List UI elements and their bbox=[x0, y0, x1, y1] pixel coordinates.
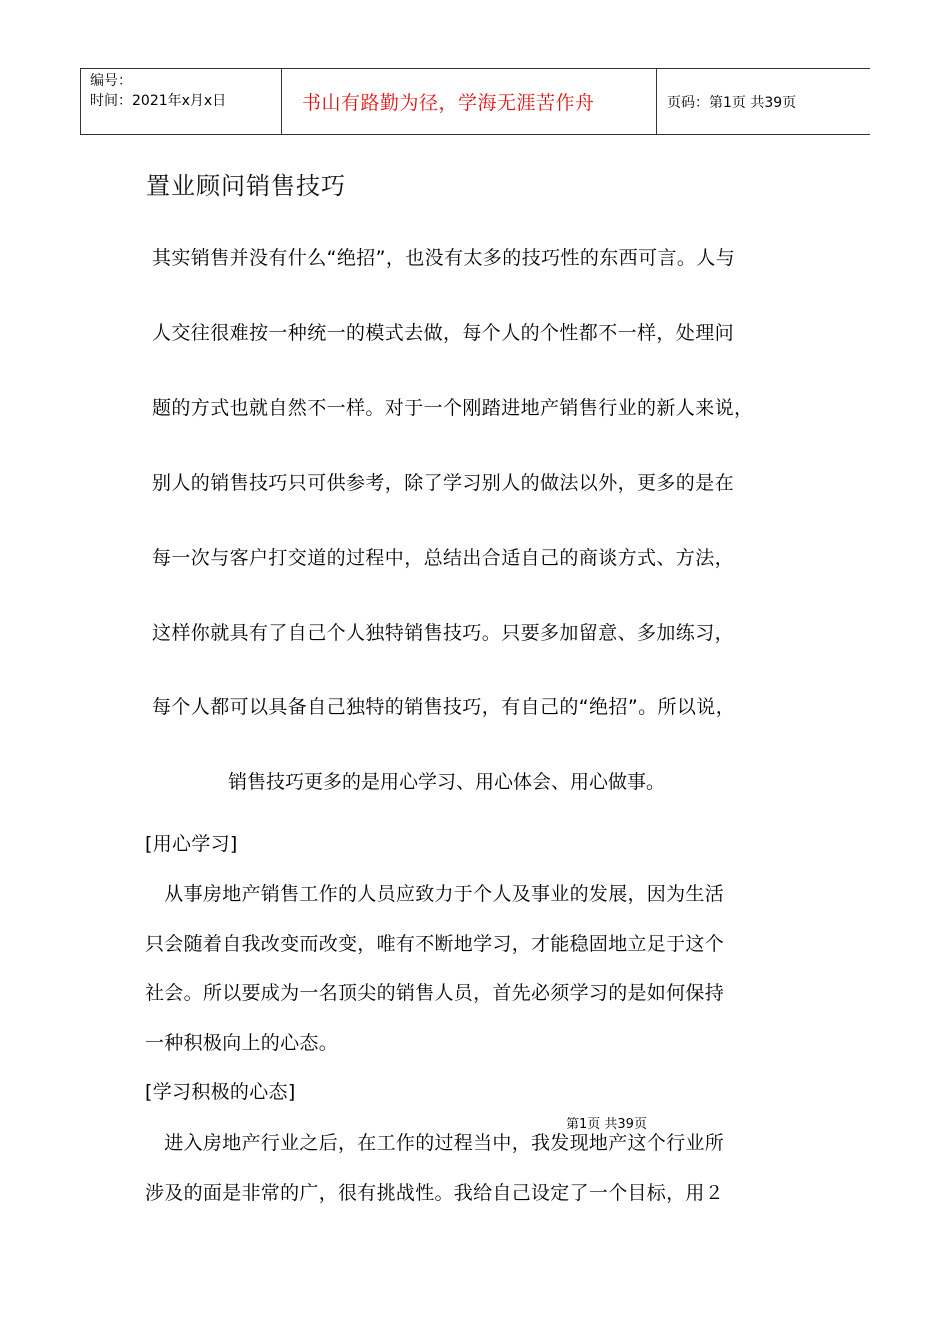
document-title: 置业顾问销售技巧 bbox=[146, 172, 346, 200]
intro-line: 每个人都可以具备自己独特的销售技巧，有自己的“绝招”。所以说， bbox=[152, 696, 736, 718]
header-motto: 书山有路勤为径，学海无涯苦作舟 bbox=[302, 92, 595, 114]
body-line: 社会。所以要成为一名顶尖的销售人员，首先必须学习的是如何保持 bbox=[145, 982, 725, 1004]
header-page-cell bbox=[657, 69, 870, 134]
body-line: 涉及的面是非常的广，很有挑战性。我给自己设定了一个目标，用２ bbox=[145, 1182, 725, 1204]
document-number-label: 编号： bbox=[90, 73, 132, 89]
document-time-label: 时间：2021年x月x日 bbox=[90, 93, 227, 109]
header-motto-cell bbox=[282, 69, 657, 134]
intro-line: 人交往很难按一种统一的模式去做，每个人的个性都不一样，处理问 bbox=[152, 322, 735, 344]
intro-line: 每一次与客户打交道的过程中，总结出合适自己的商谈方式、方法， bbox=[152, 547, 735, 569]
body-line: 一种积极向上的心态。 bbox=[145, 1032, 339, 1054]
page-footer: 第1页 共39页 bbox=[566, 1117, 647, 1132]
intro-line: 别人的销售技巧只可供参考，除了学习别人的做法以外，更多的是在 bbox=[152, 472, 735, 494]
intro-line: 这样你就具有了自己个人独特销售技巧。只要多加留意、多加练习， bbox=[152, 622, 735, 644]
body-line: 进入房地产行业之后，在工作的过程当中，我发现地产这个行业所 bbox=[145, 1132, 725, 1154]
header-page-info: 页码：第1页 共39页 bbox=[667, 94, 797, 111]
header-meta-cell bbox=[81, 69, 282, 134]
header-table bbox=[80, 68, 870, 135]
intro-line: 题的方式也就自然不一样。对于一个刚踏进地产销售行业的新人来说， bbox=[152, 397, 754, 419]
section-heading: [学习积极的心态] bbox=[145, 1081, 296, 1103]
section-heading: [用心学习] bbox=[145, 833, 238, 855]
body-line: 从事房地产销售工作的人员应致力于个人及事业的发展，因为生活 bbox=[145, 883, 725, 905]
intro-line: 其实销售并没有什么“绝招”，也没有太多的技巧性的东西可言。人与 bbox=[152, 247, 736, 269]
body-line: 只会随着自我改变而改变，唯有不断地学习，才能稳固地立足于这个 bbox=[145, 933, 725, 955]
centered-summary: 销售技巧更多的是用心学习、用心体会、用心做事。 bbox=[228, 771, 666, 793]
